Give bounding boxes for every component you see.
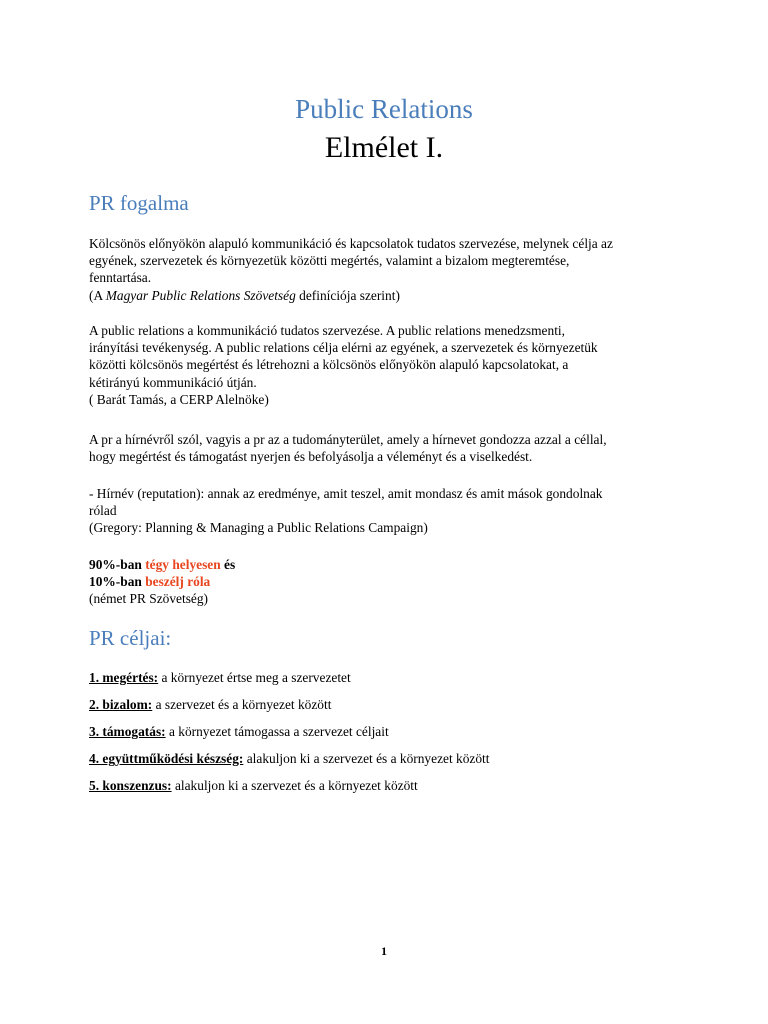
list-item bbox=[89, 696, 689, 723]
list-item bbox=[89, 669, 689, 696]
paragraph-reputation bbox=[89, 485, 689, 537]
highlight-text: beszélj róla bbox=[145, 574, 211, 590]
page-number: 1 bbox=[381, 944, 387, 958]
source-prefix: (A bbox=[89, 287, 106, 303]
text-line: hogy megértést és támogatást nyerjen és befolyásolja a véleményt és a viselkedést. bbox=[89, 449, 533, 465]
text-fragment: és bbox=[220, 557, 236, 572]
source-suffix: definíciója szerint) bbox=[295, 287, 400, 303]
paragraph-barat bbox=[89, 322, 689, 408]
goal-key: 2. bizalom: bbox=[89, 697, 153, 712]
text-line: rólad bbox=[89, 503, 117, 519]
text-line: (Gregory: Planning & Managing a Public Relations Campaign) bbox=[89, 520, 428, 536]
text-line: kétirányú kommunikáció útján. bbox=[89, 374, 257, 390]
text-line: Kölcsönös előnyökön alapuló kommunikáció és kapcsolatok tudatos szervezése, melynek célja az bbox=[89, 236, 613, 251]
text-line: (német PR Szövetség) bbox=[89, 591, 209, 607]
paragraph-90-10 bbox=[89, 556, 689, 608]
goal-text: a környezet értse meg a szervezetet bbox=[158, 670, 351, 685]
goal-text: alakuljon ki a szervezet és a környezet között bbox=[171, 778, 418, 793]
text-line: - Hírnév (reputation): annak az eredménye, amit teszel, amit mondasz és amit mások gondolnak bbox=[89, 486, 603, 501]
document-title: Public Relations bbox=[295, 94, 473, 124]
text-line: A public relations a kommunikáció tudatos szervezése. A public relations menedzsmenti, bbox=[89, 323, 565, 338]
document-subtitle: Elmélet I. bbox=[324, 131, 444, 164]
text-line: egyének, szervezetek és környezetük közötti megértés, valamint a bizalom megteremtése, bbox=[89, 253, 570, 269]
goal-key: 4. együttműködési készség: bbox=[89, 751, 244, 766]
section-heading-pr-celjai: PR céljai: bbox=[89, 626, 172, 650]
highlight-text: tégy helyesen bbox=[145, 557, 221, 572]
goals-list bbox=[89, 669, 689, 804]
goal-key: 3. támogatás: bbox=[89, 724, 166, 739]
section-heading-pr-fogalma: PR fogalma bbox=[89, 191, 189, 215]
goal-text: a szervezet és a környezet között bbox=[152, 697, 332, 712]
goal-key: 5. konszenzus: bbox=[89, 778, 172, 793]
list-item bbox=[89, 750, 689, 777]
text-fragment: 10%-ban bbox=[89, 574, 146, 590]
paragraph-definition bbox=[89, 235, 689, 304]
source-organization: Magyar Public Relations Szövetség bbox=[105, 287, 296, 303]
goal-text: a környezet támogassa a szervezet céljait bbox=[165, 724, 389, 739]
goal-text: alakuljon ki a szervezet és a környezet között bbox=[243, 751, 490, 766]
list-item bbox=[89, 777, 689, 804]
text-line: fenntartása. bbox=[89, 270, 152, 286]
text-fragment: 90%-ban bbox=[89, 557, 146, 572]
text-line: A pr a hírnévről szól, vagyis a pr az a tudományterület, amely a hírnevet gondozza azzal a céllal, bbox=[89, 432, 607, 447]
paragraph-hirnev bbox=[89, 431, 689, 465]
text-line: ( Barát Tamás, a CERP Alelnöke) bbox=[89, 391, 269, 407]
text-line: közötti kölcsönös megértést és létrehozni a kölcsönös előnyökön alapuló kapcsolatokat, a bbox=[89, 357, 569, 373]
text-line: irányítási tevékenység. A public relations célja elérni az egyének, a szervezetek és környezetük bbox=[89, 340, 598, 356]
list-item bbox=[89, 723, 689, 750]
goal-key: 1. megértés: bbox=[89, 670, 159, 685]
